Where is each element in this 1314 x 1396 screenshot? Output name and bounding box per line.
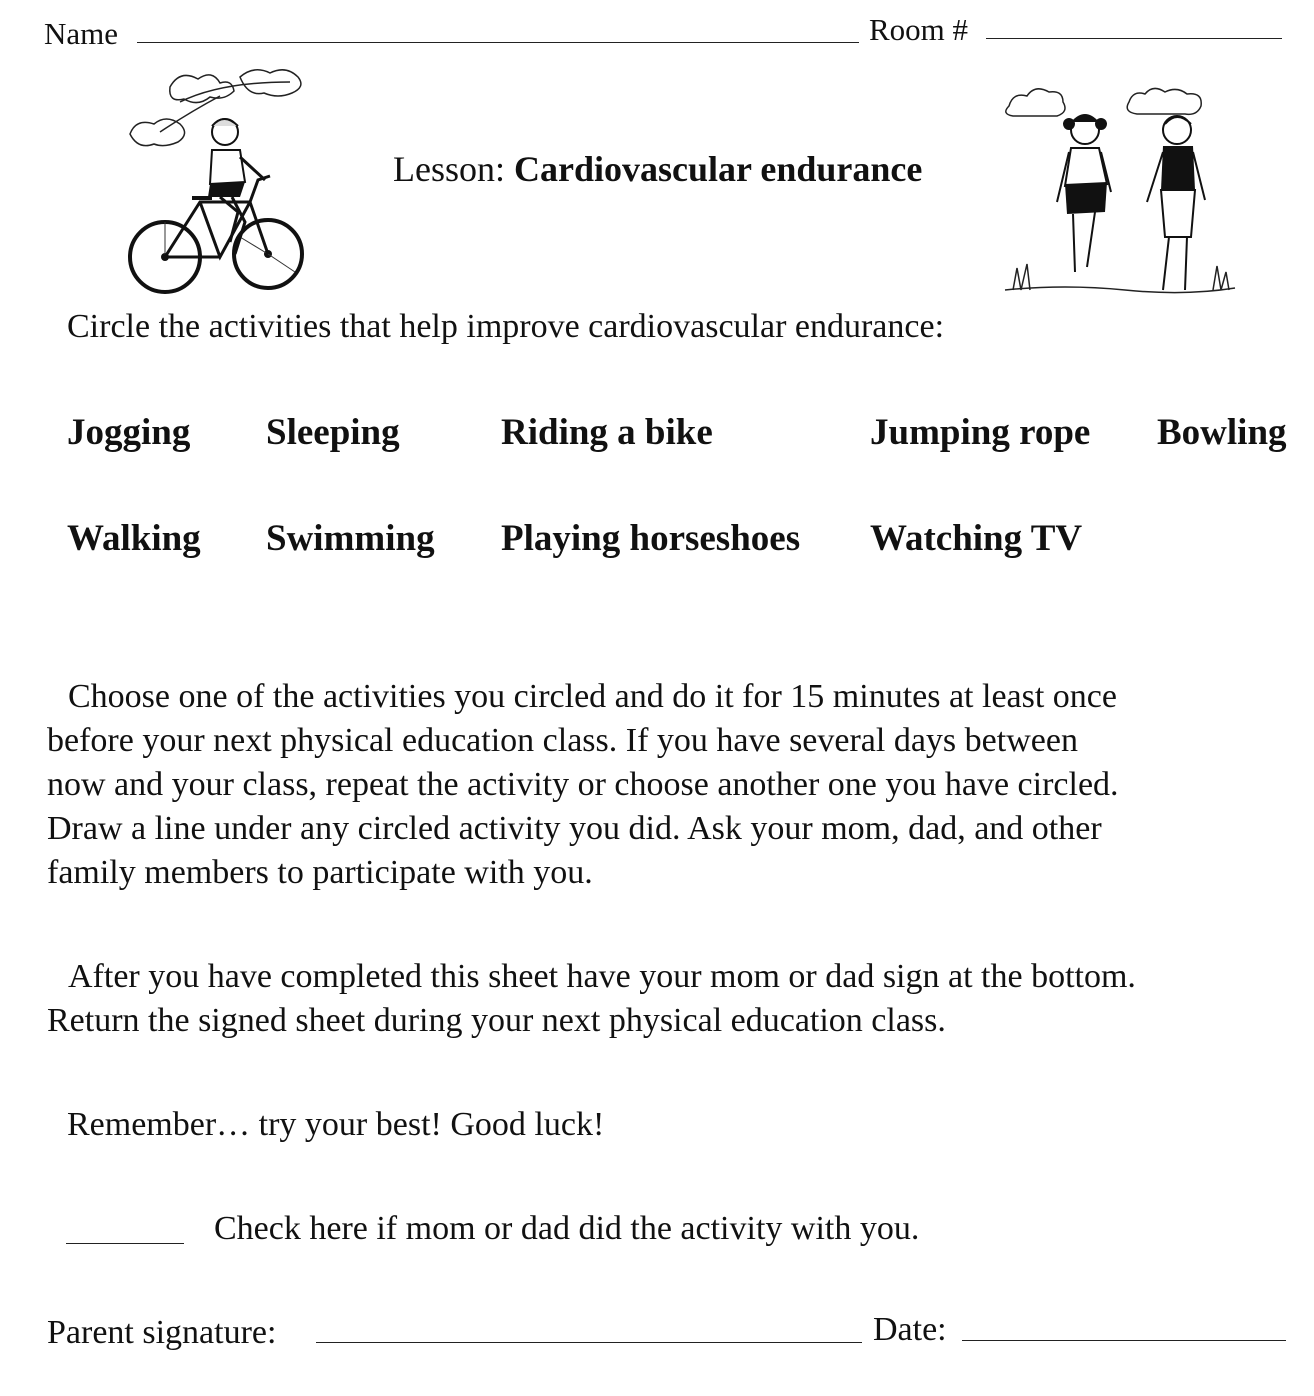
lesson-title: Cardiovascular endurance — [514, 149, 923, 189]
paragraph-line: before your next physical education class. If you have several days between — [47, 722, 1078, 759]
date-label: Date: — [873, 1311, 947, 1348]
paragraph-line: Draw a line under any circled activity you did. Ask your mom, dad, and other — [47, 810, 1102, 847]
circle-instructions: Circle the activities that help improve cardiovascular endurance: — [67, 308, 945, 345]
activity-riding-a-bike[interactable]: Riding a bike — [501, 412, 713, 453]
paragraph-line: After you have completed this sheet have your mom or dad sign at the bottom. — [68, 958, 1136, 995]
girls-walking-illustration — [995, 62, 1245, 302]
room-label: Room # — [869, 12, 969, 47]
lesson-heading — [393, 151, 922, 187]
paragraph-line: Choose one of the activities you circled and do it for 15 minutes at least once — [68, 678, 1117, 715]
paragraph-line: Return the signed sheet during your next physical education class. — [47, 1002, 946, 1039]
parent-signature-label: Parent signature: — [47, 1314, 277, 1351]
activity-sleeping[interactable]: Sleeping — [266, 412, 400, 453]
remember-note: Remember… try your best! Good luck! — [67, 1106, 605, 1143]
bicycle-rider-illustration — [120, 62, 315, 302]
activity-walking[interactable]: Walking — [67, 518, 201, 559]
parent-signature-field[interactable] — [316, 1342, 862, 1343]
name-field[interactable] — [137, 42, 859, 43]
activity-watching-tv[interactable]: Watching TV — [870, 518, 1083, 559]
paragraph-line: family members to participate with you. — [47, 854, 593, 891]
choose-activity-paragraph — [47, 675, 1119, 895]
activity-bowling[interactable]: Bowling — [1157, 412, 1287, 453]
activity-playing-horseshoes[interactable]: Playing horseshoes — [501, 518, 801, 559]
room-field[interactable] — [986, 38, 1282, 39]
parent-participation-label: Check here if mom or dad did the activity with you. — [214, 1210, 920, 1247]
activity-jumping-rope[interactable]: Jumping rope — [870, 412, 1091, 453]
name-label: Name — [44, 16, 119, 51]
activity-swimming[interactable]: Swimming — [266, 518, 435, 559]
paragraph-line: now and your class, repeat the activity or choose another one you have circled. — [47, 766, 1119, 803]
activity-jogging[interactable]: Jogging — [67, 412, 191, 453]
date-field[interactable] — [962, 1340, 1286, 1341]
parent-participation-check-field[interactable] — [66, 1243, 184, 1244]
after-completed-paragraph — [47, 955, 1136, 1043]
lesson-prefix: Lesson: — [393, 149, 505, 189]
